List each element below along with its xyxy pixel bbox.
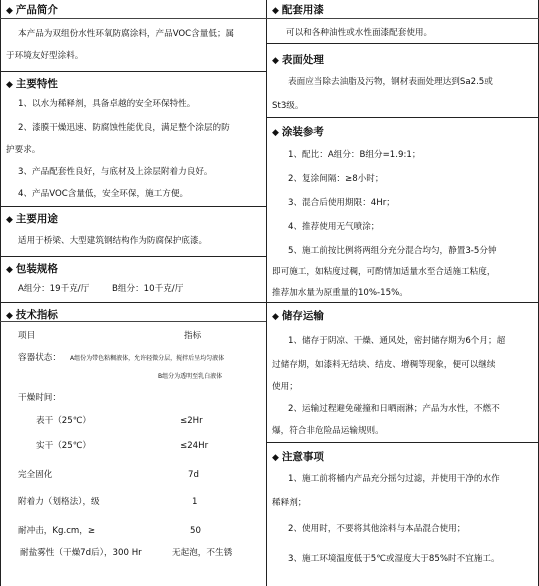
text-line: 5、施工前按比例将两组分充分混合均匀，静置3-5分钟 bbox=[288, 246, 497, 256]
text-line: St3级。 bbox=[272, 101, 304, 111]
section-heading bbox=[272, 124, 324, 139]
section-precautions bbox=[266, 443, 539, 586]
section-product-intro bbox=[0, 0, 266, 72]
spec-row-name: 表干（25℃） bbox=[36, 416, 91, 426]
text-line: 4、产品VOC含量低，安全环保，施工方便。 bbox=[18, 189, 189, 199]
container-label: 容器状态： bbox=[18, 353, 61, 363]
dry-time-label: 干燥时间： bbox=[18, 393, 61, 403]
section-title: 配套用漆 bbox=[281, 4, 324, 16]
spec-row-name: 耐盐雾性（干燥7d后），300 Hr bbox=[20, 548, 142, 558]
package-b: B组分：10千克/厅 bbox=[112, 284, 184, 294]
text-line: 4、推荐使用无气喷涂； bbox=[288, 222, 380, 232]
text-line: 2、复涂间隔：≥8小时； bbox=[288, 174, 384, 184]
spec-row-value: ≤24Hr bbox=[180, 441, 209, 451]
section-heading bbox=[6, 307, 58, 322]
spec-row-value: ≤2Hr bbox=[180, 416, 203, 426]
text-line: 护要求。 bbox=[6, 145, 41, 155]
section-title: 产品简介 bbox=[15, 4, 58, 16]
section-heading bbox=[272, 449, 324, 464]
heading-divider bbox=[0, 18, 266, 19]
text-line: 2、漆膜干燥迅速、防腐蚀性能优良，满足整个涂层的防 bbox=[18, 123, 230, 133]
spec-row-value: 7d bbox=[188, 470, 199, 480]
spec-row-value: 1 bbox=[192, 497, 198, 507]
section-main-usage bbox=[0, 207, 266, 257]
text-line: 适用于桥梁、大型建筑钢结构作为防腐保护底漆。 bbox=[18, 236, 208, 246]
text-line: 2、使用时，不要将其他涂料与本品混合使用； bbox=[288, 524, 466, 534]
section-storage-transport bbox=[266, 303, 539, 443]
heading-divider bbox=[266, 18, 539, 19]
section-title: 主要特性 bbox=[15, 78, 58, 90]
right-column bbox=[266, 0, 539, 586]
text-line: 于环境友好型涂料。 bbox=[6, 51, 84, 61]
section-title: 表面处理 bbox=[281, 54, 324, 66]
diamond-icon: ◆ bbox=[272, 453, 279, 463]
spec-row-value: 50 bbox=[190, 526, 201, 536]
diamond-icon: ◆ bbox=[272, 56, 279, 66]
spec-row-name: 耐冲击，Kg.cm，≥ bbox=[18, 526, 96, 536]
section-title: 包装规格 bbox=[15, 263, 58, 275]
text-line: 2、运输过程避免碰撞和日晒雨淋；产品为水性，不燃不 bbox=[288, 404, 500, 414]
section-heading bbox=[6, 261, 58, 276]
diamond-icon: ◆ bbox=[272, 6, 279, 16]
text-line: 1、以水为稀释剂，具备卓越的安全环保特性。 bbox=[18, 99, 196, 109]
section-title: 技术指标 bbox=[15, 309, 58, 321]
text-line: 1、施工前将桶内产品充分摇匀过滤，并使用干净的水作 bbox=[288, 474, 500, 484]
text-line: 3、产品配套性良好，与底材及上涂层附着力良好。 bbox=[18, 167, 213, 177]
section-heading bbox=[6, 211, 58, 226]
text-line: 3、混合后使用期限：4Hr； bbox=[288, 198, 395, 208]
text-line: 可以和各种油性或水性面漆配套使用。 bbox=[286, 28, 433, 38]
text-line: 爆，符合非危险品运输规则。 bbox=[272, 426, 384, 436]
text-line: 推荐加水量为原重量的10%-15%。 bbox=[272, 288, 408, 298]
diamond-icon: ◆ bbox=[6, 215, 13, 225]
text-line: 即可施工，如粘度过稠，可酌情加适量水至合适施工粘度， bbox=[272, 267, 496, 277]
section-packaging bbox=[0, 257, 266, 303]
text-line: 过储存期，如漆料无结块、结皮、增稠等现象，便可以继续 bbox=[272, 360, 496, 370]
spec-row-value: 无起泡，不生锈 bbox=[172, 548, 233, 558]
section-heading bbox=[272, 52, 324, 67]
text-line: 表面应当除去油脂及污物，钢材表面处理达到Sa2.5或 bbox=[288, 77, 493, 87]
section-tech-specs bbox=[0, 303, 266, 586]
section-heading bbox=[272, 308, 324, 323]
container-b-desc: B组分为透明至乳白液体 bbox=[158, 373, 223, 380]
section-title: 涂装参考 bbox=[281, 126, 324, 138]
section-title: 注意事项 bbox=[281, 451, 324, 463]
heading-divider bbox=[0, 321, 266, 322]
diamond-icon: ◆ bbox=[6, 80, 13, 90]
left-column bbox=[0, 0, 266, 586]
diamond-icon: ◆ bbox=[6, 6, 13, 16]
diamond-icon: ◆ bbox=[272, 128, 279, 138]
section-heading bbox=[6, 2, 58, 17]
section-coating-reference bbox=[266, 118, 539, 303]
text-line: 稀释剂； bbox=[272, 498, 307, 508]
column-header-item: 项目 bbox=[18, 331, 36, 341]
section-matching-paint bbox=[266, 0, 539, 44]
package-a: A组分：19千克/厅 bbox=[18, 284, 90, 294]
diamond-icon: ◆ bbox=[6, 265, 13, 275]
spec-row-name: 完全固化 bbox=[18, 470, 53, 480]
section-heading bbox=[272, 2, 324, 17]
diamond-icon: ◆ bbox=[6, 311, 13, 321]
container-a-desc: A组份为带色粘稠液体，允许轻微分层，搅拌后呈均匀液体 bbox=[70, 355, 225, 362]
section-heading bbox=[6, 76, 58, 91]
diamond-icon: ◆ bbox=[272, 312, 279, 322]
text-line: 本产品为双组份水性环氧防腐涂料，产品VOC含量低；属 bbox=[18, 29, 235, 39]
text-line: 使用； bbox=[272, 382, 298, 392]
section-title: 储存运输 bbox=[281, 310, 324, 322]
text-line: 1、配比：A组分：B组分=1.9:1； bbox=[288, 150, 421, 160]
section-surface-treatment bbox=[266, 44, 539, 118]
section-title: 主要用途 bbox=[15, 213, 58, 225]
spec-row-name: 附着力（划格法），级 bbox=[18, 497, 100, 507]
spec-row-name: 实干（25℃） bbox=[36, 441, 91, 451]
text-line: 3、施工环境温度低于5℃或湿度大于85%时不宜施工。 bbox=[288, 554, 500, 564]
text-line: 1、储存于阴凉、干燥、通风处，密封储存期为6个月；超 bbox=[288, 336, 506, 346]
column-header-index: 指标 bbox=[184, 331, 202, 341]
section-main-features bbox=[0, 72, 266, 207]
